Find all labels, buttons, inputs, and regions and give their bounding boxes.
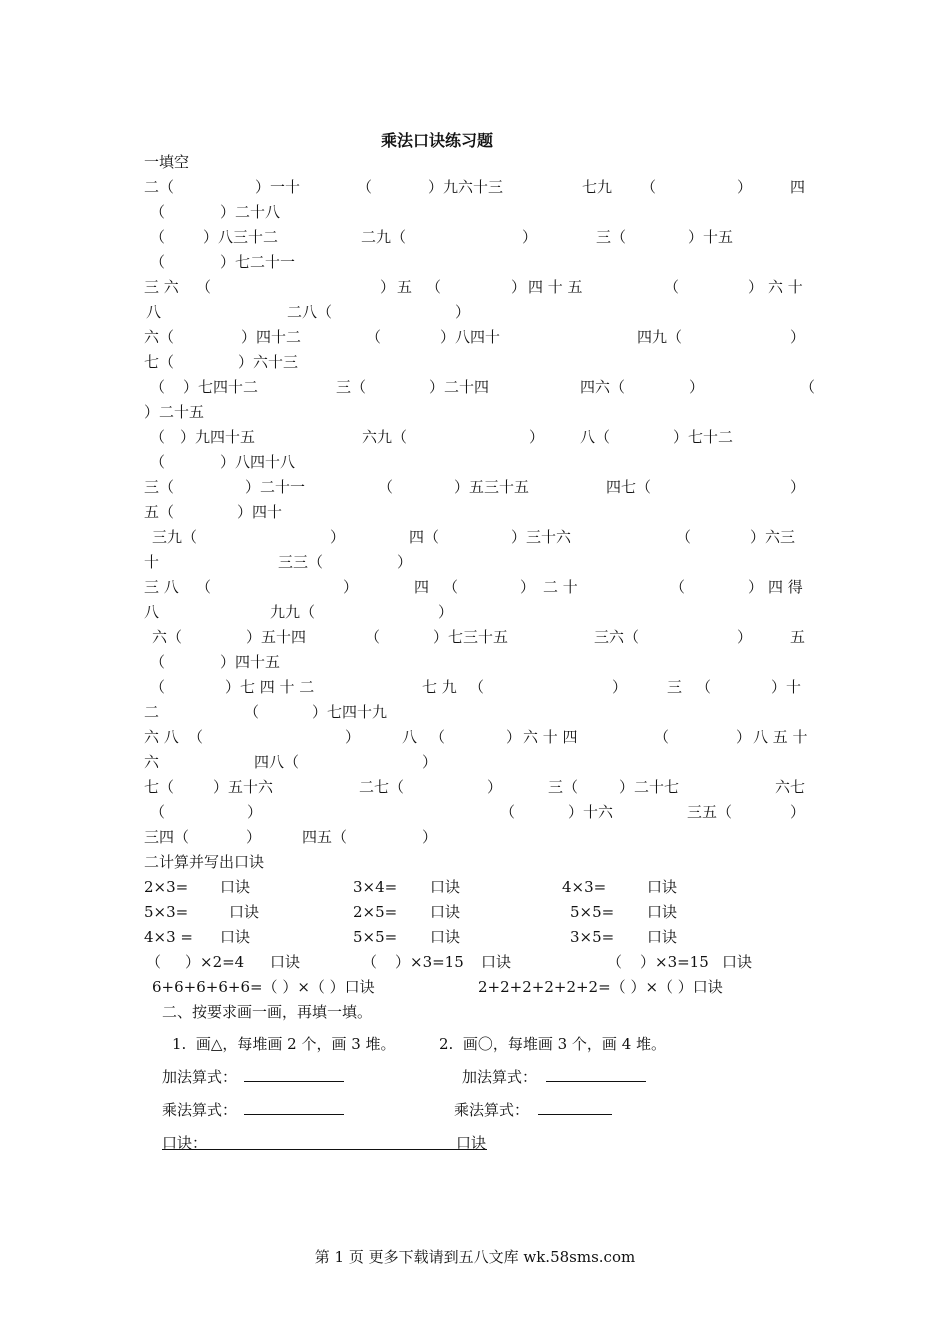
fill-row-16-cell-1: （ — [196, 578, 212, 596]
calc-row-3-cell-3: （ — [362, 953, 378, 971]
fill-row-11-cell-0: （ — [150, 453, 166, 471]
fill-row-0-cell-3: ）九六十三 — [428, 178, 504, 196]
fill-row-0-cell-5: （ — [641, 178, 657, 196]
fill-row-25-cell-2: （ — [500, 803, 516, 821]
fill-row-18-cell-6: 五 — [790, 628, 806, 646]
fill-row-9-cell-0: ）二十五 — [144, 403, 205, 421]
fill-row-16-cell-7: （ — [670, 578, 686, 596]
fill-row-14-cell-1: ） — [330, 528, 346, 546]
fill-row-0-cell-0: 二（ — [144, 178, 175, 196]
mul-blank-right[interactable] — [538, 1114, 612, 1115]
fill-row-0-cell-4: 七九 — [582, 178, 613, 196]
fill-row-12-cell-2: （ — [378, 478, 394, 496]
fill-row-10-cell-0: （ — [150, 428, 166, 446]
fill-row-16-cell-9: 四 得 — [768, 578, 803, 596]
fill-row-14-cell-0: 三九（ — [152, 528, 198, 546]
fill-row-19-cell-0: （ — [150, 653, 166, 671]
calc-row-1-cell-0: 5×3= — [144, 903, 189, 921]
calc-row-4-cell-0: 6+6+6+6+6=（ ）×（ ）口诀 — [152, 978, 375, 996]
fill-row-0-cell-6: ） — [737, 178, 753, 196]
calc-row-3-cell-6: （ — [607, 953, 623, 971]
fill-row-4-cell-7: （ — [664, 278, 680, 296]
fill-row-4-cell-5: ） — [511, 278, 527, 296]
calc-row-3-cell-2: 口诀 — [270, 953, 301, 971]
fill-row-21-cell-0: 二 — [144, 703, 160, 721]
fill-row-5-cell-0: 八 — [146, 303, 162, 321]
task-1: 1. 画△，每堆画 2 个，画 3 堆。 — [172, 1035, 396, 1053]
kou-label-right: 口诀 — [456, 1134, 487, 1152]
fill-row-25-cell-0: （ — [150, 803, 166, 821]
fill-row-6-cell-0: 六（ — [144, 328, 175, 346]
fill-row-12-cell-3: ）五三十五 — [454, 478, 530, 496]
calc-row-3-cell-4: ）×3=15 — [395, 953, 464, 971]
fill-row-13-cell-1: ）四十 — [237, 503, 283, 521]
fill-row-6-cell-2: （ — [366, 328, 382, 346]
fill-row-3-cell-1: ）七二十一 — [220, 253, 296, 271]
kou-label-left: 口诀： — [162, 1134, 208, 1152]
fill-row-12-cell-5: ） — [790, 478, 806, 496]
fill-row-12-cell-0: 三（ — [144, 478, 175, 496]
fill-row-8-cell-5: ） — [689, 378, 705, 396]
fill-row-24-cell-0: 七（ — [144, 778, 175, 796]
fill-row-13-cell-0: 五（ — [144, 503, 175, 521]
fill-row-14-cell-2: 四（ — [409, 528, 440, 546]
fill-row-4-cell-3: 五 — [397, 278, 413, 296]
fill-row-4-cell-1: （ — [196, 278, 212, 296]
mul-label-right: 乘法算式： — [454, 1101, 530, 1119]
calc-row-3-cell-8: 口诀 — [722, 953, 753, 971]
fill-row-20-cell-6: （ — [696, 678, 712, 696]
fill-row-4-cell-9: 六 十 — [768, 278, 803, 296]
fill-row-20-cell-0: （ — [150, 678, 166, 696]
mul-label-left: 乘法算式： — [162, 1101, 238, 1119]
fill-row-18-cell-4: 三六（ — [594, 628, 640, 646]
section-calc-heading: 二计算并写出口诀 — [144, 853, 265, 871]
fill-row-24-cell-2: 二七（ — [359, 778, 405, 796]
fill-row-2-cell-3: ） — [522, 228, 538, 246]
calc-row-2-cell-1: 口诀 — [220, 928, 251, 946]
fill-row-25-cell-4: 三五（ — [687, 803, 733, 821]
fill-row-20-cell-5: 三 — [667, 678, 683, 696]
calc-row-3-cell-5: 口诀 — [481, 953, 512, 971]
fill-row-26-cell-0: 三四（ — [144, 828, 190, 846]
fill-row-22-cell-6: 六 十 四 — [523, 728, 578, 746]
fill-row-0-cell-7: 四 — [790, 178, 806, 196]
fill-row-22-cell-9: 八 五 十 — [753, 728, 808, 746]
fill-row-24-cell-5: ）二十七 — [619, 778, 680, 796]
fill-row-22-cell-1: （ — [188, 728, 204, 746]
fill-row-22-cell-2: ） — [345, 728, 361, 746]
fill-row-17-cell-2: ） — [438, 603, 454, 621]
add-label-left: 加法算式： — [162, 1068, 238, 1086]
fill-row-15-cell-2: ） — [397, 553, 413, 571]
fill-row-7-cell-1: ）六十三 — [238, 353, 299, 371]
fill-row-23-cell-2: ） — [422, 753, 438, 771]
fill-row-24-cell-6: 六七 — [775, 778, 806, 796]
fill-row-2-cell-5: ）十五 — [688, 228, 734, 246]
page-title: 乘法口诀练习题 — [381, 131, 494, 150]
fill-row-20-cell-3: （ — [469, 678, 485, 696]
fill-row-4-cell-0: 三 六 — [144, 278, 179, 296]
fill-row-2-cell-0: （ — [150, 228, 166, 246]
fill-row-10-cell-4: 八（ — [580, 428, 611, 446]
fill-row-0-cell-1: ）一十 — [255, 178, 301, 196]
fill-row-4-cell-4: （ — [426, 278, 442, 296]
add-blank-left[interactable] — [244, 1081, 344, 1082]
fill-row-18-cell-2: （ — [365, 628, 381, 646]
fill-row-16-cell-0: 三 八 — [144, 578, 179, 596]
calc-row-2-cell-2: 5×5= — [353, 928, 398, 946]
fill-row-1-cell-0: （ — [150, 203, 166, 221]
fill-row-10-cell-5: ）七十二 — [673, 428, 734, 446]
section-fill-blank-heading: 一填空 — [144, 153, 190, 171]
fill-row-16-cell-2: ） — [343, 578, 359, 596]
fill-row-16-cell-8: ） — [748, 578, 764, 596]
calc-row-2-cell-4: 3×5= — [570, 928, 615, 946]
calc-row-2-cell-0: 4×3 = — [144, 928, 193, 946]
fill-row-8-cell-6: （ — [800, 378, 816, 396]
add-label-right: 加法算式： — [462, 1068, 538, 1086]
fill-row-24-cell-4: 三（ — [548, 778, 579, 796]
fill-row-18-cell-1: ）五十四 — [246, 628, 307, 646]
fill-row-26-cell-3: ） — [422, 828, 438, 846]
fill-row-22-cell-5: ） — [506, 728, 522, 746]
calc-row-2-cell-5: 口诀 — [647, 928, 678, 946]
calc-row-1-cell-5: 口诀 — [647, 903, 678, 921]
fill-row-24-cell-1: ）五十六 — [213, 778, 274, 796]
fill-row-10-cell-2: 六九（ — [362, 428, 408, 446]
fill-row-14-cell-3: ）三十六 — [511, 528, 572, 546]
fill-row-18-cell-5: ） — [737, 628, 753, 646]
fill-row-2-cell-1: ）八三十二 — [203, 228, 279, 246]
fill-row-10-cell-3: ） — [529, 428, 545, 446]
fill-row-6-cell-4: 四九（ — [637, 328, 683, 346]
fill-row-12-cell-1: ）二十一 — [245, 478, 306, 496]
calc-row-0-cell-5: 口诀 — [647, 878, 678, 896]
fill-row-19-cell-1: ）四十五 — [220, 653, 281, 671]
fill-row-2-cell-4: 三（ — [596, 228, 627, 246]
fill-row-1-cell-1: ）二十八 — [220, 203, 281, 221]
fill-row-3-cell-0: （ — [150, 253, 166, 271]
fill-row-25-cell-5: ） — [790, 803, 806, 821]
fill-row-14-cell-5: ）六三 — [750, 528, 796, 546]
fill-row-20-cell-7: ）十 — [771, 678, 802, 696]
calc-row-3-cell-7: ）×3=15 — [640, 953, 709, 971]
mul-blank-left[interactable] — [244, 1114, 344, 1115]
fill-row-15-cell-0: 十 — [144, 553, 160, 571]
calc-row-2-cell-3: 口诀 — [430, 928, 461, 946]
fill-row-20-cell-1: ）七 四 十 二 — [225, 678, 315, 696]
kou-blank[interactable] — [162, 1149, 487, 1150]
fill-row-22-cell-4: （ — [430, 728, 446, 746]
fill-row-6-cell-1: ）四十二 — [241, 328, 302, 346]
calc-row-0-cell-0: 2×3= — [144, 878, 189, 896]
fill-row-8-cell-1: ）七四十二 — [183, 378, 259, 396]
fill-row-8-cell-0: （ — [150, 378, 166, 396]
fill-row-4-cell-6: 四 十 五 — [528, 278, 583, 296]
calc-row-3-cell-0: （ — [146, 953, 162, 971]
fill-row-10-cell-1: ）九四十五 — [180, 428, 256, 446]
fill-row-5-cell-1: 二八（ — [287, 303, 333, 321]
calc-row-1-cell-2: 2×5= — [353, 903, 398, 921]
fill-row-25-cell-3: ）十六 — [568, 803, 614, 821]
fill-row-7-cell-0: 七（ — [144, 353, 175, 371]
fill-row-5-cell-2: ） — [455, 303, 471, 321]
fill-row-6-cell-3: ）八四十 — [440, 328, 501, 346]
fill-row-18-cell-3: ）七三十五 — [433, 628, 509, 646]
fill-row-16-cell-3: 四 — [414, 578, 430, 596]
fill-row-11-cell-1: ）八四十八 — [220, 453, 296, 471]
fill-row-16-cell-4: （ — [443, 578, 459, 596]
calc-row-0-cell-2: 3×4= — [353, 878, 398, 896]
fill-row-26-cell-2: 四五（ — [302, 828, 348, 846]
fill-row-20-cell-4: ） — [612, 678, 628, 696]
fill-row-14-cell-4: （ — [676, 528, 692, 546]
calc-row-1-cell-4: 5×5= — [570, 903, 615, 921]
fill-row-6-cell-5: ） — [790, 328, 806, 346]
fill-row-0-cell-2: （ — [357, 178, 373, 196]
fill-row-17-cell-0: 八 — [144, 603, 160, 621]
fill-row-25-cell-1: ） — [247, 803, 263, 821]
calc-row-3-cell-1: ）×2=4 — [185, 953, 245, 971]
fill-row-4-cell-8: ） — [748, 278, 764, 296]
fill-row-22-cell-0: 六 八 — [144, 728, 179, 746]
add-blank-right[interactable] — [546, 1081, 646, 1082]
page-footer: 第 1 页 更多下载请到五八文库 wk.58sms.com — [314, 1248, 636, 1266]
calc-row-0-cell-1: 口诀 — [220, 878, 251, 896]
calc-row-0-cell-4: 4×3= — [562, 878, 607, 896]
fill-row-4-cell-2: ） — [380, 278, 396, 296]
fill-row-16-cell-5: ） — [520, 578, 536, 596]
fill-row-18-cell-0: 六（ — [152, 628, 183, 646]
fill-row-26-cell-1: ） — [246, 828, 262, 846]
fill-row-24-cell-3: ） — [487, 778, 503, 796]
fill-row-8-cell-2: 三（ — [336, 378, 367, 396]
fill-row-8-cell-4: 四六（ — [580, 378, 626, 396]
fill-row-8-cell-3: ）二十四 — [429, 378, 490, 396]
fill-row-23-cell-1: 四八（ — [254, 753, 300, 771]
fill-row-23-cell-0: 六 — [144, 753, 160, 771]
fill-row-15-cell-1: 三三（ — [278, 553, 324, 571]
task-2: 2. 画〇，每堆画 3 个，画 4 堆。 — [439, 1035, 667, 1053]
calc-row-0-cell-3: 口诀 — [430, 878, 461, 896]
fill-row-22-cell-7: （ — [654, 728, 670, 746]
fill-row-20-cell-2: 七 九 — [422, 678, 457, 696]
fill-row-22-cell-3: 八 — [402, 728, 418, 746]
calc-row-1-cell-3: 口诀 — [430, 903, 461, 921]
fill-row-21-cell-2: ）七四十九 — [312, 703, 388, 721]
calc-row-1-cell-1: 口诀 — [229, 903, 260, 921]
fill-row-22-cell-8: ） — [736, 728, 752, 746]
fill-row-17-cell-1: 九九（ — [270, 603, 316, 621]
fill-row-12-cell-4: 四七（ — [606, 478, 652, 496]
fill-row-2-cell-2: 二九（ — [361, 228, 407, 246]
fill-row-21-cell-1: （ — [244, 703, 260, 721]
fill-row-16-cell-6: 二 十 — [543, 578, 578, 596]
section-draw-heading: 二、按要求画一画，再填一填。 — [162, 1003, 373, 1021]
calc-row-4-cell-1: 2+2+2+2+2+2=（ ）×（ ）口诀 — [478, 978, 723, 996]
